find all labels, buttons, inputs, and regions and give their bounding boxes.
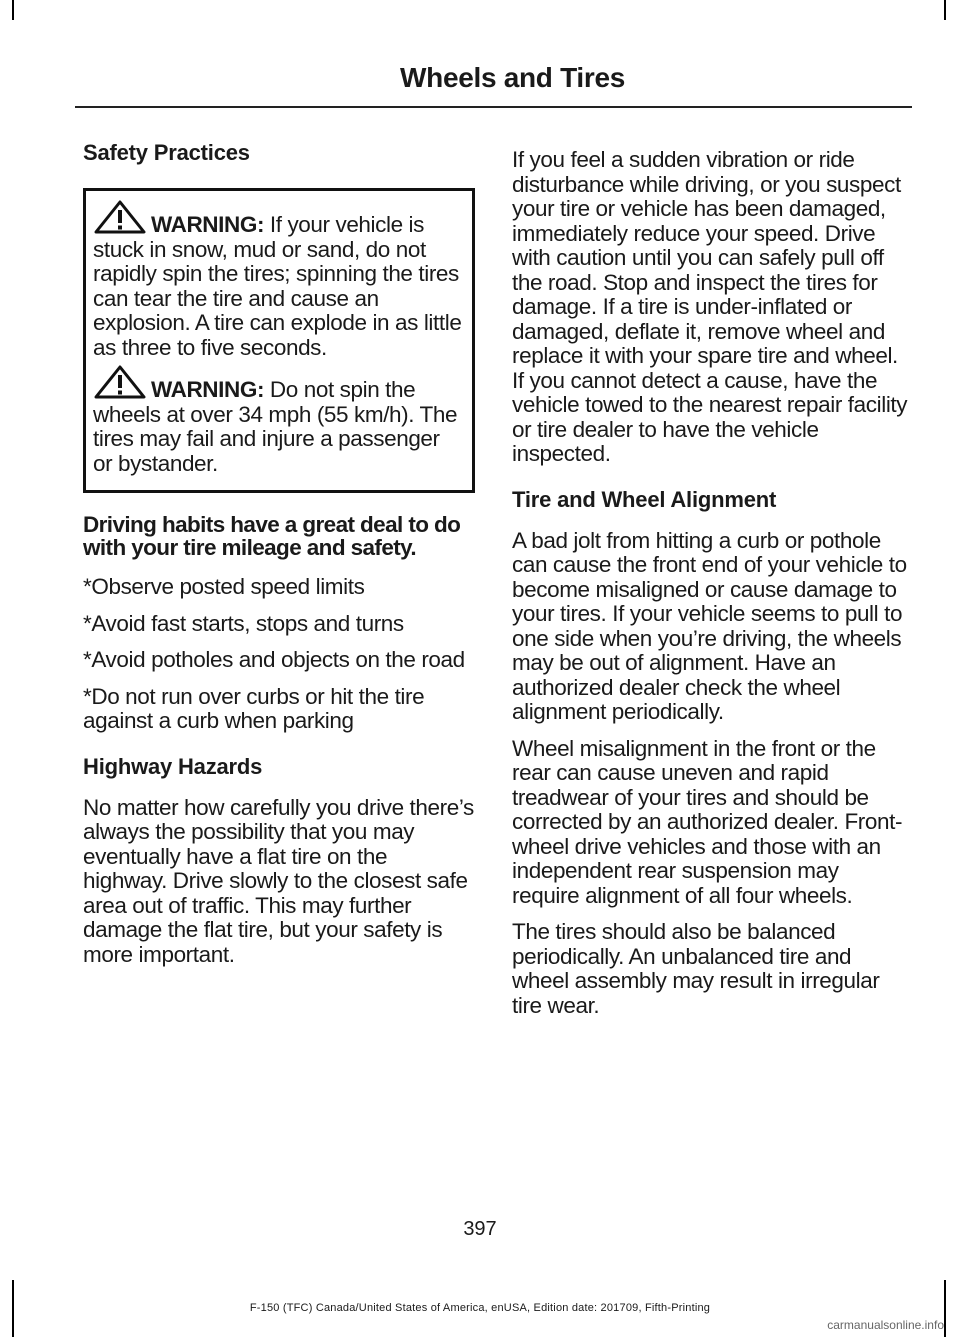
crop-mark-top-left xyxy=(12,0,14,20)
left-column xyxy=(83,140,475,979)
alignment-heading: Tire and Wheel Alignment xyxy=(512,486,777,512)
warning-text: Do not spin the wheels at over 34 mph (55 km/h). The tires may fail and injure a passenger or bystander. xyxy=(93,377,458,476)
highway-hazards-text: No matter how carefully you drive there’s always the possibility that you may eventually have a flat tire on the highway. Drive slowly to the closest safe area out of traffic. This may further damage the flat tire, but your safety is more important. xyxy=(83,794,474,967)
page-number: 397 xyxy=(463,1218,497,1240)
warning-text: If your vehicle is stuck in snow, mud or sand, do not rapidly spin the tires; spinning the tires can tear the tire and cause an explosion. A tire can explode in as little as three to five seconds. xyxy=(93,212,462,360)
habit-item: *Observe posted speed limits xyxy=(83,574,365,599)
warning-1 xyxy=(93,213,464,360)
right-column xyxy=(512,148,908,1030)
vibration-text: If you feel a sudden vibration or ride disturbance while driving, or you suspect your tire or vehicle has been damaged, immediately reduce your speed. Drive with caution until you can safely pull off the road. Stop and inspect the tires for damage. If a tire is under-inflated or damaged, deflate it, remove wheel and replace it with your spare tire and wheel. If you cannot detect a cause, have the vehicle towed to the nearest repair facility or tire dealer to have the vehicle inspected. xyxy=(512,147,908,466)
warning-triangle-icon xyxy=(93,199,147,235)
safety-practices-heading: Safety Practices xyxy=(83,140,250,165)
warning-triangle-icon xyxy=(93,364,147,400)
habit-item: *Do not run over curbs or hit the tire against a curb when parking xyxy=(83,683,425,733)
warning-label: WARNING: xyxy=(151,212,265,237)
habit-item: *Avoid fast starts, stops and turns xyxy=(83,610,404,636)
edition-note: F-150 (TFC) Canada/United States of America, enUSA, Edition date: 201709, Fifth-Printing xyxy=(249,1302,711,1314)
alignment-paragraph-2: Wheel misalignment in the front or the rear can cause uneven and rapid treadwear of your tires and should be corrected by an authorized dealer. Front-wheel drive vehicles and those with an independent rear suspension may require alignment of all four wheels. xyxy=(512,735,903,908)
alignment-paragraph-1: A bad jolt from hitting a curb or pothole can cause the front end of your vehicle to become misaligned or cause damage to your tires. If your vehicle seems to pull to one side when you’re driving, the wheels may be out of alignment. Have an authorized dealer check the wheel alignment periodically. xyxy=(512,527,907,724)
crop-mark-top-right xyxy=(944,0,946,20)
header-divider xyxy=(75,106,912,108)
warning-2 xyxy=(93,378,464,476)
warning-box xyxy=(83,188,475,493)
warning-label: WARNING: xyxy=(151,377,265,402)
highway-hazards-heading: Highway Hazards xyxy=(83,753,263,779)
page-title: Wheels and Tires xyxy=(400,62,625,93)
habit-item: *Avoid potholes and objects on the road xyxy=(83,647,465,672)
habits-lead: Driving habits have a great deal to do with your tire mileage and safety. xyxy=(83,512,461,560)
alignment-paragraph-3: The tires should also be balanced periodically. An unbalanced tire and wheel assembly may result in irregular tire wear. xyxy=(512,919,880,1018)
watermark: carmanualsonline.info xyxy=(827,1318,944,1332)
